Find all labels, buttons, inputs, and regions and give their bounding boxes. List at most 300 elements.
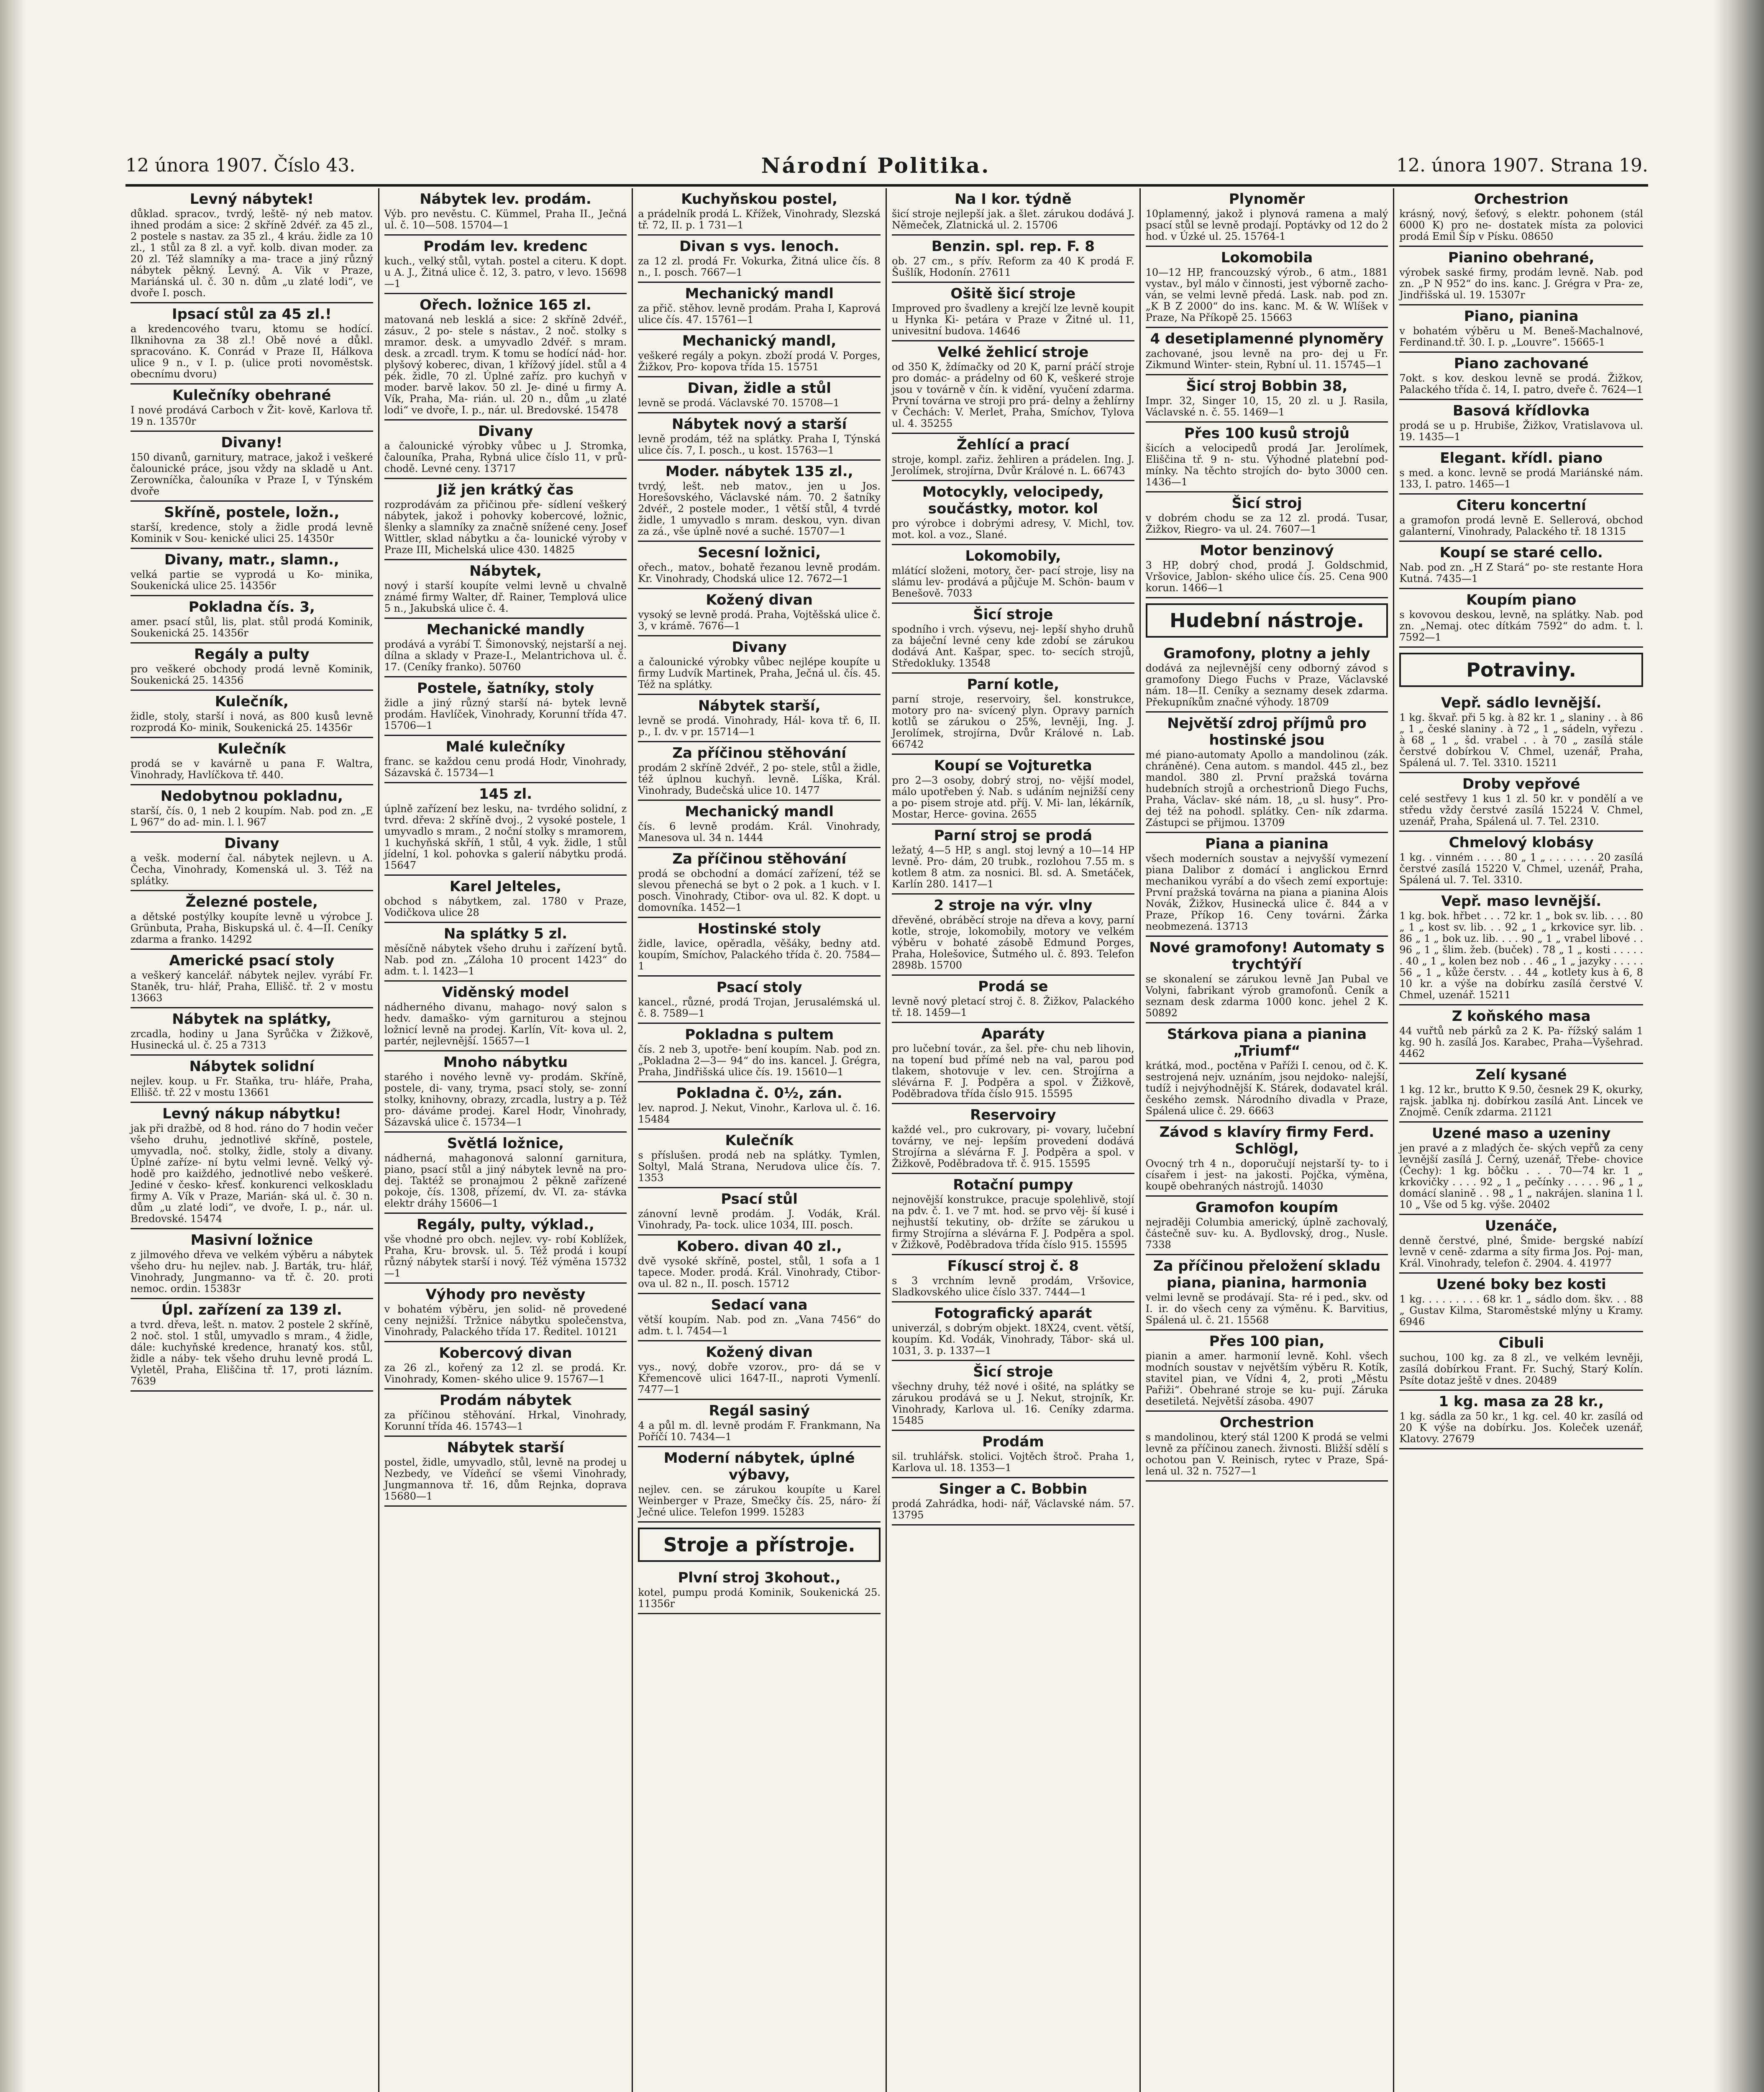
ad-body: matovaná neb lesklá a sice: 2 skříně 2dvéř., zásuv., 2 po- stele s nástav., 2 noč. stolky s mramor. desk. a umyvadlo 2dvéř. s mram. desk. a zrcadl. trym. K tomu se hodící nád- hor. plyšový koberec, divan, 1 křížový jídel. stůl a 4 pék. židle, 70 zl. Úplné zaříz. pro kuchyň v moder. barvě lakov. 50 zl. Je- diné u firmy A. Vík, Praha, Ma- rián. ul. 20 n., dům „u zlaté lodi“ ve dvoře, I. p., nár. ul. Bredovské. 15478 xyxy=(384,314,627,416)
ad-body: stroje, kompl. zařiz. žehliren a prádelen. Ing. J. Jerolímek, strojírna, Dvůr Králové n. L. 66743 xyxy=(892,454,1134,477)
ad-title: Šicí stroj Bobbin 38, xyxy=(1186,378,1348,395)
ad-title: Závod s klavíry firmy Ferd. Schlögl, xyxy=(1159,1124,1375,1157)
ad-title: Parní stroj se prodá xyxy=(934,827,1093,844)
ad-body: Nab. pod zn. „H Z Stará“ po- ste restante Hora Kutná. 7435—1 xyxy=(1399,561,1643,585)
ad-title: Nábytek na splátky, xyxy=(172,1011,332,1028)
classified-ad xyxy=(384,1437,627,1507)
ad-body: za příčinou stěhování. Hrkal, Vinohrady, Korunní třída 46. 15743—1 xyxy=(384,1409,627,1432)
ad-title: Regály, pulty, výklad., xyxy=(417,1216,594,1233)
ad-body: dřevěné, obráběcí stroje na dřeva a kovy, parní kotle, stroje, lokomobily, motory ve velkém výběru v bohaté zásobě Edmund Porges, Praha, Holešovice, Šutmého ul. č. 893. Telefon 2898b. 15700 xyxy=(892,914,1134,971)
ad-body: zánovní levně prodám. J. Vodák, Král. Vinohrady, Pa- tock. ulice 1034, III. posch. xyxy=(638,1208,881,1231)
classified-ad xyxy=(131,1229,373,1299)
ad-body: starší, kredence, stoly a židle prodá levně Kominik v Sou- kenické ulici 25. 14350r xyxy=(131,521,373,544)
ad-body: denně čerstvé, plné, Šmide- bergské nabízí levně v ceně- zdarma a síty firma Jos. Poj- man, Král. Vinohrady, telefon č. 2904. 4. 41977 xyxy=(1399,1235,1643,1269)
ad-title: Levný nábytek! xyxy=(189,191,314,208)
classified-ad xyxy=(1399,1391,1643,1449)
classified-ad xyxy=(1399,400,1643,447)
classified-ad xyxy=(1146,1331,1388,1412)
ad-body: v bohatém výběru u M. Beneš-Machalnové, Ferdinand.tř. 30. I. p. „Louvre“. 15665-1 xyxy=(1399,325,1643,348)
ad-body: spodního i vrch. výsevu, nej- lepší shyho druhů za báječní levné ceny kde zdobí se zárukou dodává Ant. Kašpar, spec. to- secích strojů, Středokluky. 13548 xyxy=(892,623,1134,669)
classified-ad xyxy=(638,1082,881,1130)
classified-ad xyxy=(1146,1197,1388,1255)
ad-columns xyxy=(125,188,1648,2092)
ad-title: Kožený divan xyxy=(706,1344,813,1361)
ad-title: Skříně, postele, ložn., xyxy=(164,504,340,521)
classified-ad xyxy=(1146,247,1388,328)
classified-ad xyxy=(638,461,881,542)
ad-title: Plynoměr xyxy=(1229,191,1305,208)
ad-title: Úpl. zařízení za 139 zl. xyxy=(161,1302,342,1318)
ad-title: Piano zachované xyxy=(1454,355,1589,372)
ad-title: Kuchyňskou postel, xyxy=(681,191,838,208)
ad-title: Mechanický mandl xyxy=(685,803,834,820)
classified-ad xyxy=(892,545,1134,604)
ad-title: Basová křídlovka xyxy=(1452,403,1590,419)
ad-title: Motor benzinový xyxy=(1200,542,1334,559)
section-heading: Potraviny. xyxy=(1399,653,1643,687)
ad-title: Mnoho nábytku xyxy=(443,1054,568,1071)
ad-body: všech moderních soustav a nejvyšší vymezení piana Dalibor z domácí i anglickou Ernrd mechanikou vyrábí a do všech zemí exportuje: První pražská továrna na piana a pianina Alois Novák, Žižkov, Husinecká ulice č. 844 a v Praze, Příkop 16. Ceny továrni. Žárka neobmezená. 13713 xyxy=(1145,853,1388,932)
column-2 xyxy=(379,188,633,2092)
ad-body: Impr. 32, Singer 10, 15, 20 zl. u J. Rasila, Václavské n. č. 55. 1469—1 xyxy=(1145,395,1388,418)
ad-body: pro výrobce i dobrými adresy, V. Michl, tov. mot. kol. a voz., Slané. xyxy=(892,518,1134,541)
classified-ad xyxy=(384,294,627,420)
classified-ad xyxy=(131,385,373,432)
ad-title: Kulečník xyxy=(725,1132,794,1149)
classified-ad xyxy=(1399,353,1643,400)
ad-body: kotel, pumpu prodá Kominik, Soukenická 25. 11356r xyxy=(638,1587,881,1610)
masthead-rule xyxy=(125,184,1648,187)
classified-ad xyxy=(1146,540,1388,598)
ad-title: Přes 100 kusů strojů xyxy=(1184,425,1350,442)
ad-title: Vepř. sádlo levnější. xyxy=(1441,695,1602,711)
ad-title: Ipsací stůl za 45 zl.! xyxy=(172,306,332,323)
classified-ad xyxy=(638,742,881,801)
ad-title: Uzenáče, xyxy=(1485,1218,1558,1234)
ad-body: vys., nový, dobře vzorov., pro- dá se v Křemencově ulici 1647-II., naproti Vymenlí. 7477—1 xyxy=(638,1361,881,1395)
classified-ad xyxy=(1399,1064,1643,1123)
ad-title: 1 kg. masa za 28 kr., xyxy=(1439,1393,1604,1410)
ad-body: a dětské postýlky koupíte levně u výrobce J. Grünbuta, Praha, Biskupská ul. č. 4—II. Ceníky zdarma a franko. 14292 xyxy=(131,911,373,945)
ad-title: Nábytek, xyxy=(469,563,542,579)
ad-title: Moderní nábytek, úplné výbavy, xyxy=(663,1450,855,1483)
ad-body: 1 kg. bok. hřbet . . . 72 kr. 1 „ bok sv. lib. . . . 80 „ 1 „ kost sv. lib. . . 92 „ 1 „ krkovice syr. lib. . 86 „ 1 „ bok uz. lib. . . . 90 „ 1 „ vrabel libové . . 96 „ 1 „ šlim. žeb. (buček) . 78 „ 1 „ kosti . . . . . . 40 „ 1 „ kolen bez nob . . 46 „ 1 „ jazyky . . . . . 56 „ 1 „ kůže čerstv. . . 44 „ kotlety kus à 6, 8 10 kr. a výše na dobírku zasílá čerstvé V. Chmel, uzenář. 15211 xyxy=(1399,910,1643,1001)
classified-ad xyxy=(384,1284,627,1342)
classified-ad xyxy=(384,1051,627,1133)
ad-body: za 12 zl. prodá Fr. Vokurka, Žitná ulice čís. 8 n., I. posch. 7667—1 xyxy=(638,255,881,278)
ad-body: velmi levně se prodávají. Sta- ré i ped., skv. od I. ir. do všech ceny za výměnu. K. Barvitius, Spálená ul. č. 21. 15568 xyxy=(1145,1292,1388,1326)
ad-title: Divany! xyxy=(221,434,283,451)
classified-ad xyxy=(1399,1005,1643,1064)
ad-title: Výhody pro nevěsty xyxy=(425,1286,586,1303)
classified-ad xyxy=(384,236,627,294)
classified-ad xyxy=(892,674,1134,755)
classified-ad xyxy=(384,479,627,560)
ad-body: všechny druhy, též nové i ošité, na splátky se zárukou prodává se u J. Nekut, strojník, Kr. Vinohrady, Karlova ul. 16. Ceníky zdarma. 15485 xyxy=(892,1381,1134,1426)
ad-title: Chmelový klobásy xyxy=(1449,834,1594,851)
ad-title: Fíkuscí stroj č. 8 xyxy=(947,1258,1079,1274)
classified-ad xyxy=(638,918,881,977)
classified-ad xyxy=(131,188,373,303)
ad-body: rozprodávám za přičinou pře- sídlení veškerý nábytek, jakož i pohovky kobercové, ložnic, šlenky a slamníky za značně snížené ceny. Josef Wittler, sklad nábytku a ča- lounické výroby v Praze III, Michelská ulice 430. 14825 xyxy=(384,499,627,556)
ad-title: 2 stroje na výr. vlny xyxy=(934,897,1093,914)
ad-title: Koupí se staré cello. xyxy=(1439,544,1603,561)
ad-title: Regál sasiný xyxy=(709,1402,810,1419)
ad-title: Největší zdroj příjmů pro hostinské jsou xyxy=(1167,715,1367,749)
ad-body: Improved pro švadleny a krejčí lze levně koupit u Hynka Ki- petára v Praze v Žitné ul. 11, univesitní budova. 14646 xyxy=(892,303,1134,337)
classified-ad xyxy=(1399,447,1643,495)
ad-body: nejnovější konstrukce, pracuje spolehlivě, stojí na pdv. č. 1. ve 7 mt. hod. se prvo věj- ší kusé i nejhustší tekutiny, ob- držíte se zárukou u firmy Strojírna a slévárna F. J. Podpěra a spol. v Žižkově, Poděbradova třída číslo 915. 15595 xyxy=(892,1194,1134,1251)
ad-body: s kovovou deskou, levně, na splátky. Nab. pod zn. „Nemaj. otec dítkám 7592“ do adm. t. l. 7592—1 xyxy=(1399,609,1643,643)
ad-body: sil. truhlářsk. stolici. Vojtěch štroč. Praha 1, Karlova ul. 18. 1353—1 xyxy=(892,1451,1134,1474)
scan-edge-left xyxy=(0,0,25,2092)
ad-body: dodává za nejlevnější ceny odborný závod s gramofony Diego Fuchs v Praze, Václavské nám. 18—II. Ceníky a seznamy desek zdarma. Překupníkům značné výhody. 18709 xyxy=(1145,662,1388,708)
column-5 xyxy=(1141,188,1395,2092)
ad-body: starého i nového levně vy- prodám. Skříně, postele, di- vany, tryma, psací stoly, se- zonní stolky, knihovny, obrazy, zrcadla, lustry a p. Též pro- dáváme prodej. Karel Hodr, Vinohrady, Sázavská ulice č. 15734—1 xyxy=(384,1071,627,1128)
classified-ad xyxy=(131,643,373,691)
ad-body: zachované, jsou levně na pro- dej u Fr. Zikmund Winter- stein, Rybní ul. 11. 15745—1 xyxy=(1145,348,1388,371)
ad-body: se skonalení se zárukou levně Jan Pubal ve Volyni, fabrikant výrob gramofonů. Ceník a seznam desk zdarma 1000 konc. jehel 2 K. 50892 xyxy=(1145,973,1388,1019)
ad-body: měsíčně nábytek všeho druhu i zařízení bytů. Nab. pod zn. „Záloha 10 procent 1423“ do adm. t. l. 1423—1 xyxy=(384,943,627,977)
ad-body: pro 2—3 osoby, dobrý stroj, no- vější model, málo upotřeben ý. Nab. s udáním nejnižší ceny a po- pisem stroje atd. příj. V. Mi- lan, lékárník, Mostar, Herce- govina. 2655 xyxy=(892,774,1134,820)
ad-title: Cibuli xyxy=(1498,1335,1544,1351)
classified-ad xyxy=(892,434,1134,481)
ad-body: nejlev. cen. se zárukou koupíte u Karel Weinberger v Praze, Smečky čís. 25, náro- ží Ječné ulice. Telefon 1999. 15283 xyxy=(638,1484,881,1518)
classified-ad xyxy=(131,549,373,596)
ad-title: Šicí stroj xyxy=(1231,495,1302,512)
ad-body: s příslušen. prodá neb na splátky. Tymlen, Soltyl, Malá Strana, Nerudova ulice čís. 7. 1353 xyxy=(638,1149,881,1184)
ad-title: Moder. nábytek 135 zl., xyxy=(665,463,853,480)
classified-ad xyxy=(131,1008,373,1056)
ad-title: Divany xyxy=(732,639,787,656)
ad-body: jak při dražbě, od 8 hod. ráno do 7 hodin večer všeho druhu, jednotlivé skříně, postele, umyvadla, noč. stolky, židle, stoly a divany. Úplné zaříze- ní bytu velmi levně. Velký vý- hodě pro kaiždého, jednotlivé nebo veškeré. Jediné v česko- křesť. konkurenci velkoskladu firmy A. Vík v Praze, Marián- ská ul. č. 30 n. dům „u zlaté lodi“, ve dvoře, I. p., nár. ul. Bredovské. 15474 xyxy=(131,1123,373,1225)
ad-body: úplně zařízení bez lesku, na- tvrdého solidní, z tvrd. dřeva: 2 skříně dvoj., 2 vysoké postele, 1 umyvadlo s mram., 2 noční stolky s mramorem, 1 kuchyňská skříň, 1 stůl, 4 vyk. židle, 1 stůl jídelní, 1 kol. pohovka s galerií nábytku prodá. 15647 xyxy=(384,803,627,871)
masthead-date-page: 12. února 1907. Strana 19. xyxy=(1396,154,1648,176)
ad-title: Nábytek starší xyxy=(447,1439,564,1456)
classified-ad xyxy=(384,876,627,923)
classified-ad xyxy=(638,1341,881,1400)
ad-body: prodá se u p. Hrubiše, Žižkov, Vratislavova ul. 19. 1435—1 xyxy=(1399,420,1643,443)
ad-title: Přes 100 pian, xyxy=(1209,1333,1325,1350)
ad-body: ležatý, 4—5 HP, s angl. stoj levný a 10—14 HP levně. Pro- dám, 20 trubk., rozlohou 7.55 m. s kotlem 8 atm. za nosnici. Bl. sd. A. Smetáček, Karlín 280. 1417—1 xyxy=(892,844,1134,890)
classified-ad xyxy=(892,1478,1134,1525)
ad-title: Ošitě šicí stroje xyxy=(950,285,1076,302)
ad-body: 150 divanů, garnitury, matrace, jakož i veškeré čalounické práce, jsou vždy na skladě u Ant. Zerowníčka, čalouníka v Praze I, v Týnském dvoře xyxy=(131,451,373,497)
ad-title: Nové gramofony! Automaty s trychtýří xyxy=(1149,939,1385,973)
classified-ad xyxy=(1399,1332,1643,1391)
classified-ad xyxy=(892,481,1134,545)
ad-title: Žehlící a prací xyxy=(957,436,1070,453)
classified-ad xyxy=(638,848,881,918)
ad-title: Pokladna č. 0½, zán. xyxy=(676,1085,842,1102)
classified-ad xyxy=(131,833,373,891)
ad-body: židle, stoly, starší i nová, as 800 kusů levně rozprodá Ko- minik, Soukenická 25. 14356r xyxy=(131,710,373,733)
ad-body: nejlev. koup. u Fr. Staňka, tru- hláře, Praha, Ellišč. tř. 22 v mostu 13661 xyxy=(131,1075,373,1098)
ad-body: prodá se v kavárně u pana F. Waltra, Vinohrady, Havlíčkova tř. 440. xyxy=(131,758,373,781)
classified-ad xyxy=(638,1294,881,1341)
ad-title: Divan, židle a stůl xyxy=(687,380,831,397)
ad-title: Kulečník xyxy=(218,741,286,757)
classified-ad xyxy=(1146,937,1388,1023)
ad-body: každé vel., pro cukrovary, pi- vovary, lučební továrny, ve nej- lepším provedení dodává Strojírna a slévárna F. J. Podpěra a spol. v Žižkově, Poděbradova tř. č. 915. 15595 xyxy=(892,1124,1134,1169)
classified-ad xyxy=(1146,713,1388,833)
ad-title: Prodám nábytek xyxy=(439,1392,572,1409)
ad-title: Hostinské stoly xyxy=(697,920,821,937)
classified-ad xyxy=(384,420,627,479)
classified-ad xyxy=(638,377,881,413)
classified-ad xyxy=(1399,1215,1643,1274)
ad-title: Nábytek starší, xyxy=(698,697,821,714)
classified-ad xyxy=(638,283,881,330)
masthead-date-issue: 12 února 1907. Číslo 43. xyxy=(125,154,356,176)
scan-edge-right xyxy=(1714,0,1764,2092)
ad-title: Pokladna čís. 3, xyxy=(188,599,315,615)
ad-body: čís. 2 neb 3, upotře- bení koupím. Nab. pod zn. „Pokladna 2—3— 94“ do ins. kancel. J. Grégra, Praha, Jindřišská ulice čís. 19. 15610—1 xyxy=(638,1043,881,1078)
classified-ad xyxy=(1399,247,1643,305)
ad-title: Sedací vana xyxy=(711,1297,808,1313)
classified-ad xyxy=(1146,1412,1388,1482)
ad-title: Postele, šatníky, stoly xyxy=(417,680,594,697)
ad-title: Nedobytnou pokladnu, xyxy=(160,788,343,805)
ad-body: a prádelník prodá L. Křížek, Vinohrady, Slezská tř. 72, II. p. 1 731—1 xyxy=(638,208,881,231)
ad-title: Psací stůl xyxy=(721,1191,798,1208)
ad-title: Mechanické mandly xyxy=(426,621,585,638)
classified-ad xyxy=(131,691,373,738)
ad-body: zrcadla, hodiny u Jana Syrůčka v Žižkově, Husinecká ul. č. 25 a 7313 xyxy=(131,1028,373,1051)
ad-title: Gramofony, plotny a jehly xyxy=(1163,645,1370,662)
classified-ad xyxy=(384,1133,627,1214)
ad-body: ořech., matov., bohatě řezanou levně prodám. Kr. Vinohrady, Chodská ulice 12. 7672—1 xyxy=(638,561,881,585)
ad-title: Rotační pumpy xyxy=(953,1177,1073,1193)
ad-body: 1 kg. . . . . . . . . 68 kr. 1 „ sádlo dom. škv. . . 88 „ Gustav Kilma, Staroměstské mlýny u Kramy. 6946 xyxy=(1399,1293,1643,1328)
column-4 xyxy=(887,188,1141,2092)
ad-body: židle a jiný různý starší ná- bytek levně prodám. Havlíček, Vinohrady, Korunní třída 47. 15706—1 xyxy=(384,697,627,731)
classified-ad xyxy=(638,413,881,461)
ad-body: 1 kg. škvař. při 5 kg. à 82 kr. 1 „ slaniny . . à 86 „ 1 „ české slaniny . à 72 „ 1 „ sádeln, vyřezu . à 68 „ 1 „ šd. vrabel . . à 70 „ zasílá stále čerstvé dobírkou V. Chmel, uzenář, Praha, Spálená ul. 7. Tel. 3310. 15211 xyxy=(1399,712,1643,769)
classified-ad xyxy=(384,188,627,236)
classified-ad xyxy=(1146,833,1388,937)
ad-title: Světlá ložnice, xyxy=(447,1135,564,1152)
ad-body: postel, židle, umyvadlo, stůl, levně na prodej u Nezbedy, ve Vídeňcí se všemi Vinohrady, Jungmannova tř. 16, dům Rejnka, doprava 15680—1 xyxy=(384,1456,627,1502)
column-6 xyxy=(1394,188,1648,2092)
ad-title: Kulečníky obehrané xyxy=(172,387,331,404)
ad-title: 4 desetiplamenné plynoměry xyxy=(1150,331,1384,347)
ad-title: Mechanický mandl xyxy=(685,285,834,302)
classified-ad xyxy=(638,636,881,695)
classified-ad xyxy=(1146,1255,1388,1331)
classified-ad xyxy=(892,188,1134,236)
ad-body: a čalounické výrobky vůbec nejlépe koupíte u firmy Ludvík Martinek, Praha, Ječná ul. čís. 45. Též na splátky. xyxy=(638,656,881,690)
ad-body: amer. psací stůl, lis, plat. stůl prodá Kominik, Soukenická 25. 14356r xyxy=(131,616,373,639)
ad-title: Z koňského masa xyxy=(1452,1008,1591,1025)
ad-body: v bohatém výběru, jen solid- ně provedené ceny nejnižší. Tržnice nábytku společenstva, Vinohrady, Palackého třída 17. Ředitel. 10121 xyxy=(384,1303,627,1338)
ad-body: s med. a konc. levně se prodá Mariánské nám. 133, I. patro. 1465—1 xyxy=(1399,467,1643,490)
ad-body: prodám 2 skříně 2dvéř., 2 po- stele, stůl a židle, též úplnou kuchyň. levně. Líška, Král. Vinohrady, Budečská ulice 10. 1477 xyxy=(638,762,881,796)
ad-title: Nábytek lev. prodám. xyxy=(420,191,591,208)
ad-title: Droby vepřové xyxy=(1462,776,1580,792)
ad-title: Koupí se Vojturetka xyxy=(934,757,1092,774)
classified-ad xyxy=(131,738,373,785)
ad-body: levně prodám, též na splátky. Praha I, Týnská ulice čís. 7, I. posch., u kost. 15763—1 xyxy=(638,433,881,456)
ad-body: kancel., různé, prodá Trojan, Jerusalémská ul. č. 8. 7589—1 xyxy=(638,996,881,1019)
classified-ad xyxy=(1146,1121,1388,1197)
ad-body: z jilmového dřeva ve velkém výběru a nábytek všeho dru- hu nejlev. nab. J. Barták, tru- hlář, Vinohrady, Jungmanno- va tř. č. 20. proti nemoc. ordin. 15383r xyxy=(131,1249,373,1295)
ad-title: Aparáty xyxy=(981,1025,1045,1042)
ad-body: suchou, 100 kg. za 8 zl., ve velkém levněji, zasílá dobírkou Frant. Fr. Suchý, Starý Kolín. Psíte dotaz ještě v dnes. 20489 xyxy=(1399,1352,1643,1386)
ad-body: 7okt. s kov. deskou levně se prodá. Žižkov, Palackého třída č. 14, I. patro, dveře č. 7624—1 xyxy=(1399,372,1643,395)
ad-body: 10—12 HP, francouzský výrob., 6 atm., 1881 vystav., byl málo v činnosti, jest výborně zacho- ván, se velmi levně předá. Lask. nab. pod zn. „K B Z 2000“ do ins. kanc. M. & W. Wlíšek v Praze, Na Příkopě 25. 15663 xyxy=(1145,267,1388,323)
ad-body: lev. naprod. J. Nekut, Vinohr., Karlova ul. č. 16. 15484 xyxy=(638,1102,881,1125)
section-heading: Stroje a přístroje. xyxy=(638,1528,881,1562)
ad-body: krátká, mod., poctěna v Paříži I. cenou, od č. K. sestrojená nejv. uznáním, jsou nejdoko- nalejší, tudíž i nejvýhodnější K. Stárek, dodavatel král. českého zemsk. Národního divadla v Praze, Spálená ulice č. 29. 6663 xyxy=(1145,1060,1388,1117)
classified-ad xyxy=(131,1056,373,1103)
classified-ad xyxy=(131,1299,373,1392)
ad-title: Kožený divan xyxy=(706,592,813,608)
ad-title: Malé kulečníky xyxy=(445,738,566,755)
ad-body: mlátící složeni, motory, čer- pací stroje, lisy na slámu lev- prodává a půjčuje M. Schön- baum v Benešově. 7033 xyxy=(892,565,1134,599)
ad-body: šicí stroje nejlepší jak. a šlet. zárukou dodává J. Němeček, Zlatnická ul. 2. 15706 xyxy=(892,208,1134,231)
column-1 xyxy=(125,188,379,2092)
classified-ad xyxy=(892,755,1134,825)
classified-ad xyxy=(384,677,627,736)
ad-body: větší koupím. Nab. pod zn. „Vana 7456“ do adm. t. l. 7454—1 xyxy=(638,1314,881,1337)
ad-title: Nábytek solidní xyxy=(189,1058,315,1075)
classified-ad xyxy=(384,560,627,619)
ad-body: prodá Zahrádka, hodi- nář, Václavské nám. 57. 13795 xyxy=(892,1498,1134,1521)
ad-title: Reservoiry xyxy=(970,1107,1056,1123)
ad-body: celé sestřevy 1 kus 1 zl. 50 kr. v pondělí a ve středu vždy čerstvé zasílá 15224 V. Chmel, uzenář, Praha, Spálená ul. 7. Tel. 2310. xyxy=(1399,793,1643,827)
ad-title: Plvní stroj 3kohout., xyxy=(678,1569,841,1586)
classified-ad xyxy=(1146,423,1388,492)
ad-title: Za příčinou stěhování xyxy=(672,851,846,867)
classified-ad xyxy=(1399,495,1643,542)
ad-body: levně se prodá. Václavské 70. 15708—1 xyxy=(638,397,840,409)
ad-title: Lokomobila xyxy=(1221,249,1313,266)
ad-title: Gramofon koupím xyxy=(1195,1199,1339,1216)
ad-title: Citeru koncertní xyxy=(1456,497,1586,514)
classified-ad xyxy=(1399,305,1643,353)
ad-title: Divany xyxy=(224,835,279,852)
classified-ad xyxy=(892,604,1134,674)
classified-ad xyxy=(1399,890,1643,1005)
ad-title: 145 zl. xyxy=(479,786,533,802)
ad-title: Kulečník, xyxy=(215,693,289,710)
ad-title: Uzené maso a uzeniny xyxy=(1431,1125,1611,1142)
ad-body: velká partie se vyprodá u Ko- minika, Soukenická ulice 25. 14356r xyxy=(131,569,373,592)
classified-ad xyxy=(638,330,881,377)
ad-body: 10plamenný, jakož i plynová ramena a malý psací stůl se levně prodají. Poptávky od 12 do 2 hod. v Úzké ul. 25. 15764-1 xyxy=(1145,208,1388,242)
classified-ad xyxy=(638,695,881,742)
classified-ad xyxy=(638,1188,881,1236)
ad-title: Šicí stroje xyxy=(973,1364,1053,1380)
ad-title: Fotografický aparát xyxy=(934,1305,1092,1322)
ad-body: a kredencového tvaru, ktomu se hodící. Ilknihovna za 38 zl.! Obě nové a důkl. spracováno. K. Conrád v Praze II, Hálkova ulice 9 n., v I. p. (ulice proti novoměstsk. obecnímu dvoru) xyxy=(131,323,373,380)
classified-ad xyxy=(638,236,881,283)
ad-title: Kobercový divan xyxy=(439,1345,572,1361)
ad-title: Ořech. ložnice 165 zl. xyxy=(420,297,591,313)
classified-ad xyxy=(638,188,881,236)
ad-title: Prodám xyxy=(982,1433,1044,1450)
classified-ad xyxy=(384,1390,627,1437)
ad-title: Šicí stroje xyxy=(973,606,1053,623)
masthead xyxy=(125,151,1648,180)
ad-title: Levný nákup nábytku! xyxy=(162,1105,341,1122)
classified-ad xyxy=(1399,589,1643,648)
classified-ad xyxy=(892,341,1134,434)
ad-title: Prodám lev. kredenc xyxy=(423,238,588,255)
ad-body: důklad. spracov., tvrdý, leště- ný neb matov. ihned prodám a sice: 2 skříně 2dvéř. za 45 zl., 2 postele s nastav. za 35 zl., 4 kráu. židle za 10 zl., 1 stůl za 8 zl. a vyř. kolb. divan moder. za 20 zl. Též slamníky a ma- trace a jiný různý nábytek pěkný. Levný. A. Vik v Praze, Mariánská ul. č. 30 n. dům „u zlaté lodi“, ve dvoře I. posch. xyxy=(131,208,373,299)
classified-ad xyxy=(131,785,373,833)
classified-ad xyxy=(892,976,1134,1023)
ad-body: 1 kg. . vinném . . . . 80 „ 1 „ . . . . . . . 20 zasílá čerstvé zasílá 15220 V. Chmel, uzenář, Praha, Spálená ul. 7. Tel. 3310. xyxy=(1399,851,1643,886)
ad-title: Orchestrion xyxy=(1219,1414,1314,1431)
ad-title: Motocykly, velocipedy, součástky, motor. kol xyxy=(922,484,1104,517)
ad-title: Kobero. divan 40 zl., xyxy=(676,1238,842,1255)
ad-body: tvrdý, lešt. neb matov., jen u Jos. Horešovského, Václavské nám. 70. 2 šatníky 2dvéř., 2 postele moder., 1 větší stůl, 4 tvrdé židle, 1 umyvadlo s mram. deskou, vyn. divan za zá., vše úplně nové a suché. 15707—1 xyxy=(638,480,881,537)
ad-title: Americké psací stoly xyxy=(169,952,335,969)
ad-body: mé piano-automaty Apollo a mandolinou (zák. chráněné). Cena autom. s mandol. 445 zl., bez mandol. 380 zl. První pražská továrna hudebních strojů a orchestrionů Diego Fuchs, Praha, Václav- ské nám. 18, „u sl. husy“. Pro- dej též na pohodl. splátky. Cen- ník zdarma. Zástupci se přijmou. 13709 xyxy=(1145,749,1388,828)
ad-body: jen pravé a z mladých če- ských vepřů za ceny levnější zasílá J. Černý, uzenář, Třebe- chovice (Čechy): 1 kg. bôčku . . . 70—74 kr. 1 „ krkovičky . . . . 92 „ 1 „ pečínky . . . . . 96 „ 1 „ domácí slanině . . 98 „ 1 „ nakrájen. slanina 1 l. 10 „ Vše od 5 kg. výše. 20402 xyxy=(1399,1142,1643,1210)
ad-title: Nábytek nový a starší xyxy=(672,416,847,433)
classified-ad xyxy=(638,1400,881,1447)
classified-ad xyxy=(892,1023,1134,1104)
classified-ad xyxy=(892,1361,1134,1431)
classified-ad xyxy=(892,1174,1134,1255)
ad-body: levně se prodá. Vinohrady, Hál- kova tř. 6, II. p., I. dv. v pr. 15714—1 xyxy=(638,715,881,738)
ad-title: Parní kotle, xyxy=(967,676,1059,693)
ad-title: Divany, matr., slamn., xyxy=(164,551,339,568)
classified-ad xyxy=(638,1236,881,1294)
ad-body: obchod s nábytkem, zal. 1780 v Praze, Vodičkova ulice 28 xyxy=(384,895,627,918)
ad-body: 4 a půl m. dl. levně prodám F. Frankmann, Na Poříčí 10. 7434—1 xyxy=(638,1420,881,1443)
classified-ad xyxy=(1399,542,1643,589)
ad-body: a gramofon prodá levně E. Sellerová, obchod galanterní, Vinohrady, Palackého tř. 18 1315 xyxy=(1399,514,1643,537)
ad-body: levně nový pletací stroj č. 8. Žižkov, Palackého tř. 18. 1459—1 xyxy=(892,995,1134,1018)
ad-title: Secesní ložnici, xyxy=(698,544,821,561)
ad-title: Již jen krátký čas xyxy=(437,482,574,498)
ad-body: nádherného divanu, mahago- nový salon s hedv. damaško- vým garniturou a stejnou ložnicí levně na prodej. Karlín, Vít- kova ul. 2, partér, nejlevnější. 15657—1 xyxy=(384,1001,627,1047)
ad-body: Výb. pro nevěstu. C. Kümmel, Praha II., Ječná ul. č. 10—508. 15704—1 xyxy=(384,208,627,231)
ad-body: starší, čís. 0, 1 neb 2 koupím. Nab. pod zn. „E L 967“ do ad- min. l. l. 967 xyxy=(131,805,373,828)
classified-ad xyxy=(1399,832,1643,890)
ad-title: Prodá se xyxy=(978,978,1048,995)
classified-ad xyxy=(1399,188,1643,247)
ad-title: Lokomobily, xyxy=(965,548,1061,564)
ad-title: Zelí kysané xyxy=(1475,1067,1567,1083)
classified-ad xyxy=(384,736,627,783)
classified-ad xyxy=(384,1214,627,1284)
ad-body: v dobrém chodu se za 12 zl. prodá. Tusar, Žižkov, Riegro- va ul. 24. 7607—1 xyxy=(1145,512,1388,535)
classified-ad xyxy=(1399,1274,1643,1332)
classified-ad xyxy=(1146,1023,1388,1121)
ad-title: Pokladna s pultem xyxy=(685,1026,834,1043)
classified-ad xyxy=(1399,1123,1643,1215)
classified-ad xyxy=(638,977,881,1024)
ad-title: Za příčinou stěhování xyxy=(672,745,846,761)
classified-ad xyxy=(1399,773,1643,832)
ad-body: parní stroje, reservoiry, šel. konstrukce, motory pro na- svícený plyn. Opravy parních kotlů se zárukou o 25%, levněji, Ing. J. Jerolímek, strojírna, Dvůr Králové n. Lab. 66742 xyxy=(892,693,1134,750)
classified-ad xyxy=(638,589,881,636)
ad-body: nádherná, mahagonová salonní garnitura, piano, psací stůl a jiný nábytek levně na pro- dej. Taktéž se pronajmou 2 pěkně zařízené pokoje, čís. 1308, přízemí, dv. VI. za- stávka elektr dráhy 15606—1 xyxy=(384,1152,627,1209)
ad-body: 1 kg. sádla za 50 kr., 1 kg. cel. 40 kr. zasílá od 20 K výše na dobírku. Jos. Koleček uzenář, Klatovy. 27679 xyxy=(1399,1410,1643,1445)
classified-ad xyxy=(1146,328,1388,375)
ad-body: prodá se obchodní a domácí zařízení, též se slevou přenechá se byt o 2 pok. a 1 kuch. v I. posch. Vinohrady, Ctibor- ova ul. 82. K dopt. u domovníka. 1452—1 xyxy=(638,868,881,913)
ad-body: krásný, nový, šeťový, s elektr. pohonem (stál 6000 K) pro ne- dostatek místa za polovici prodá Emil Šíp v Písku. 08650 xyxy=(1399,208,1643,242)
ad-body: I nové prodává Carboch v Žit- kově, Karlova tř. 19 n. 13570r xyxy=(131,404,373,427)
classified-ad xyxy=(131,891,373,950)
ad-title: Piano, pianina xyxy=(1464,308,1579,325)
classified-ad xyxy=(892,1255,1134,1302)
